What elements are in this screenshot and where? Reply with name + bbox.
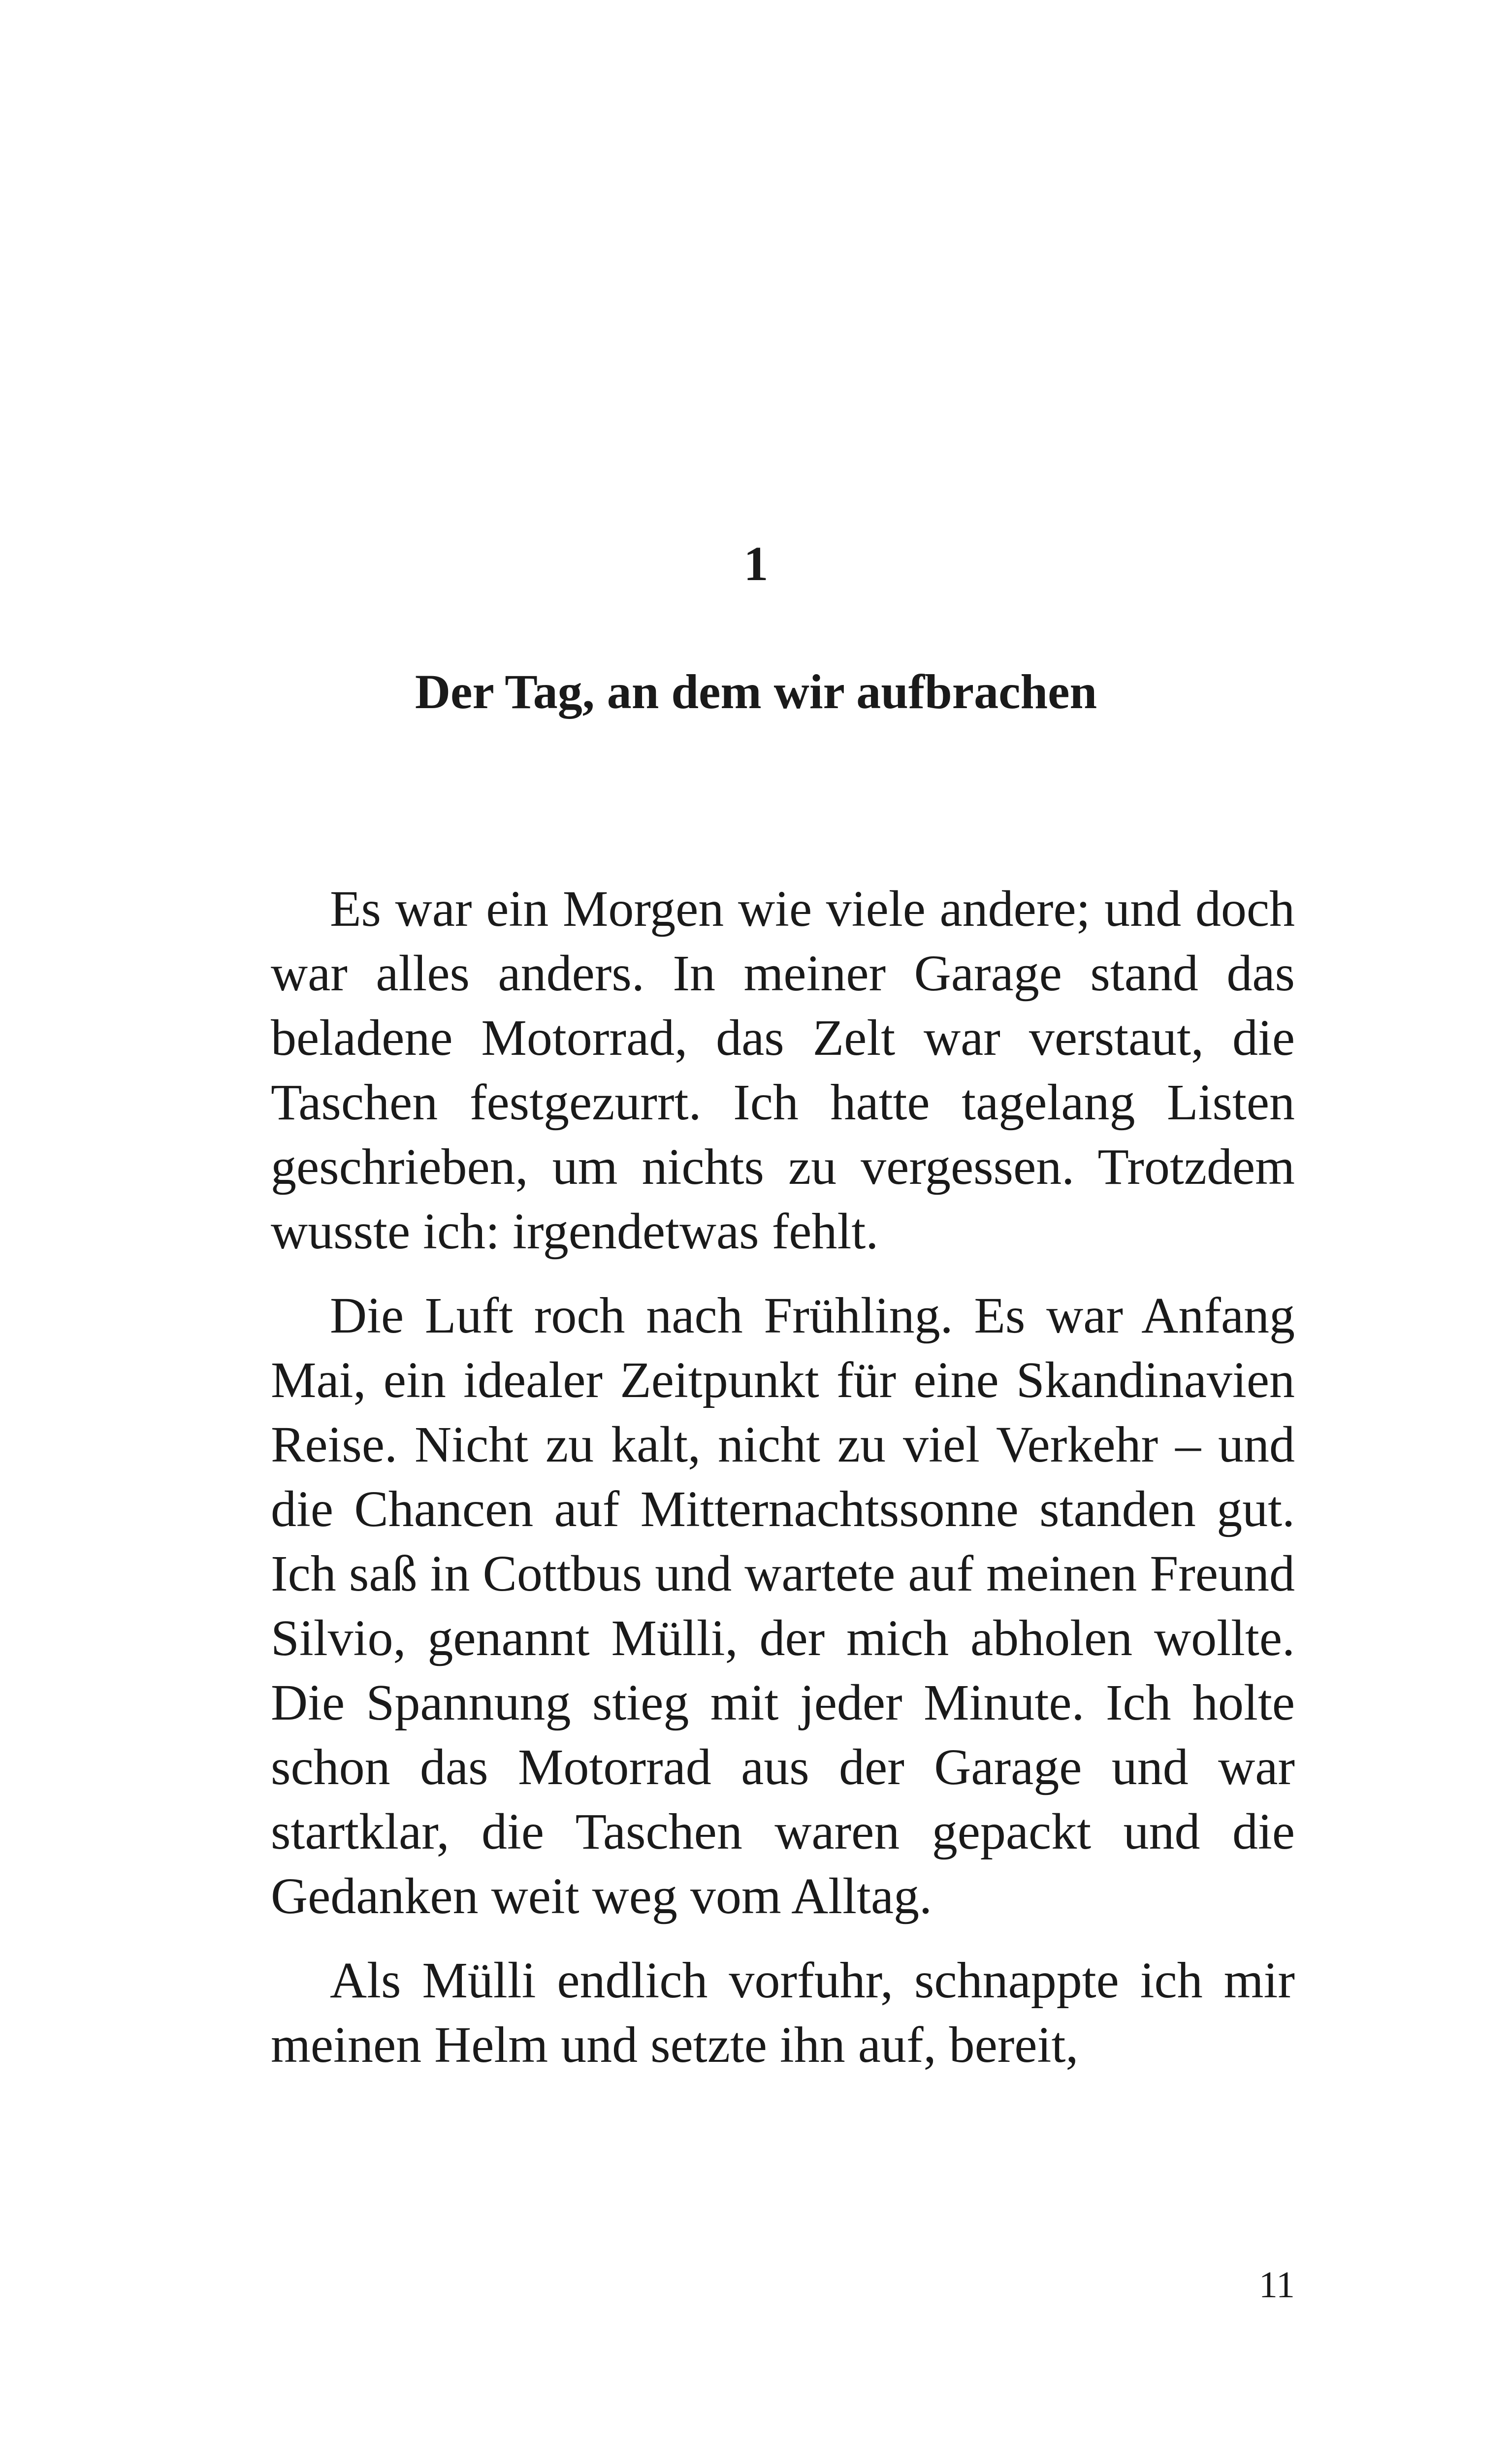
- page-number: 11: [1258, 2264, 1295, 2306]
- chapter-title: Der Tag, an dem wir aufbrachen: [415, 664, 1097, 719]
- paragraph-1: Es war ein Morgen wie viele andere; und doch war alles anders. In meiner Garage stand das beladene Motorrad, das Zelt war verstaut, die Taschen festgezurrt. Ich hatte tagelang Listen geschrieben, um nichts zu vergessen. Trotzdem wusste ich: irgendetwas fehlt.: [271, 880, 1295, 1260]
- paragraph-2: Die Luft roch nach Frühling. Es war Anfang Mai, ein idealer Zeitpunkt für eine Skandinavien Reise. Nicht zu kalt, nicht zu viel Verkehr – und die Chancen auf Mitternachtssonne standen gut. Ich saß in Cottbus und wartete auf meinen Freund Silvio, genannt Mülli, der mich abholen wollte. Die Spannung stieg mit jeder Minute. Ich holte schon das Motorrad aus der Garage und war startklar, die Taschen waren gepackt und die Gedanken weit weg vom Alltag.: [271, 1287, 1295, 1924]
- chapter-number: 1: [743, 536, 769, 591]
- paragraph-3: Als Mülli endlich vorfuhr, schnappte ich mir meinen Helm und setzte ihn auf, bereit,: [271, 1952, 1295, 2073]
- body-text: [271, 877, 1295, 2097]
